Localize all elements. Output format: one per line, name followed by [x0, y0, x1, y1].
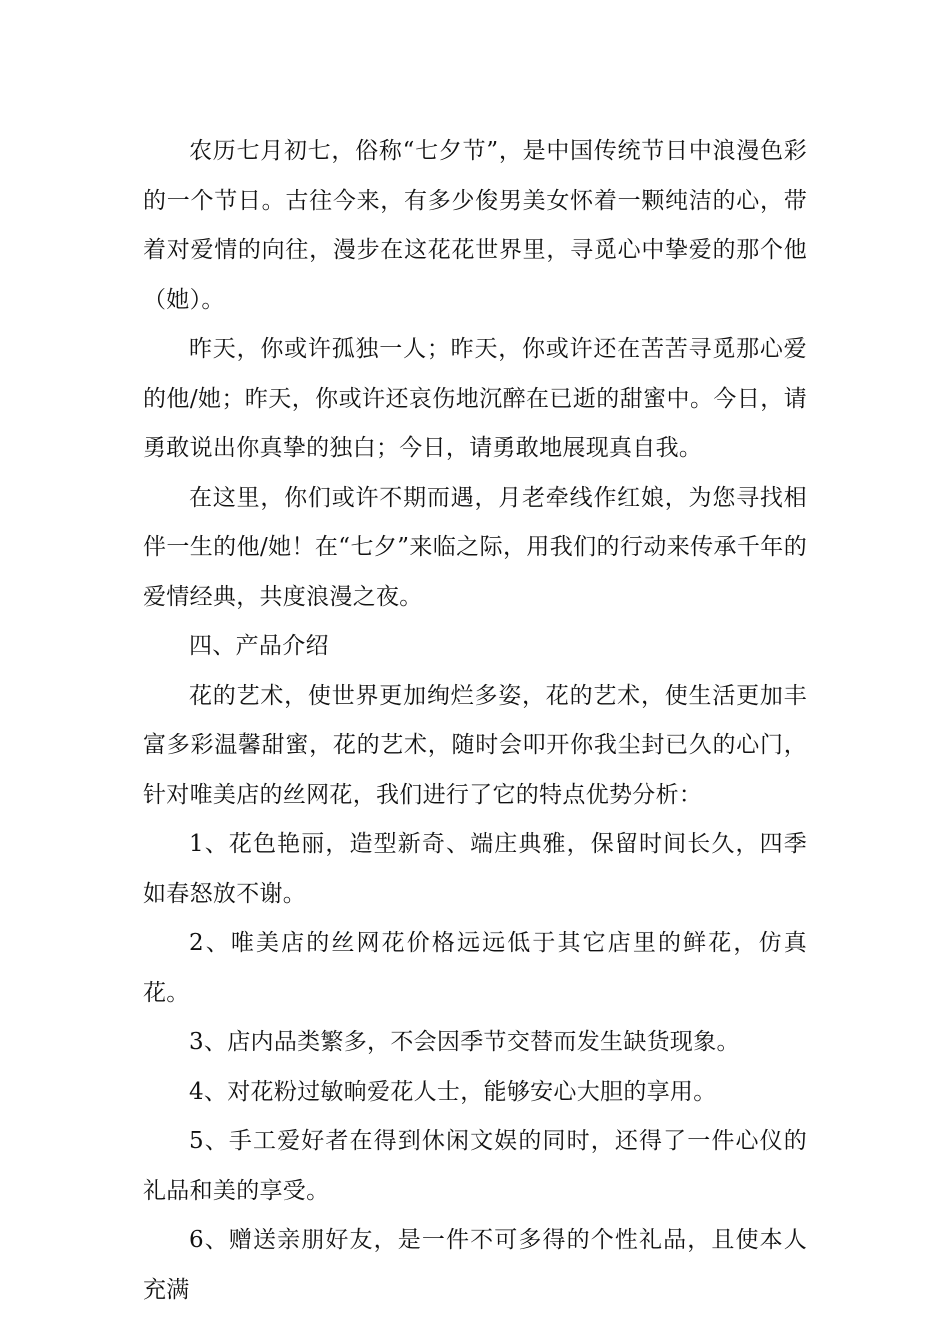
list-item-5: 5、手工爱好者在得到休闲文娱的同时，还得了一件心仪的礼品和美的享受。 [143, 1128, 807, 1204]
paragraph-here: 在这里，你们或许不期而遇，月老牵线作红娘，为您寻找相伴一生的他/她！在“七夕”来临之际，用我们的行动来传承千年的爱情经典，共度浪漫之夜。 [143, 484, 807, 610]
list-item-1: 1、花色艳丽，造型新奇、端庄典雅，保留时间长久，四季如春怒放不谢。 [143, 831, 807, 907]
section-heading-product-intro: 四、产品介绍 [189, 633, 329, 659]
list-item-6: 6、赠送亲朋好友，是一件不可多得的个性礼品，且使本人充满 [143, 1227, 807, 1303]
paragraph-yesterday: 昨天，你或许孤独一人；昨天，你或许还在苦苦寻觅那心爱的他/她；昨天，你或许还哀伤地沉醉在已逝的甜蜜中。今日，请勇敢说出你真挚的独白；今日，请勇敢地展现真自我。 [143, 336, 807, 461]
list-item-4: 4、对花粉过敏晌爱花人士，能够安心大胆的享用。 [189, 1078, 717, 1105]
document-body [143, 127, 807, 1315]
paragraph-qixi-intro: 农历七月初七，俗称“七夕节”，是中国传统节日中浪漫色彩的一个节日。古往今来，有多少俊男美女怀着一颗纯洁的心，带着对爱情的向往，漫步在这花花世界里，寻觅心中挚爱的那个他（她）。 [143, 138, 807, 313]
list-item-2: 2、唯美店的丝网花价格远远低于其它店里的鲜花，仿真花。 [143, 930, 807, 1006]
list-item-3: 3、店内品类繁多，不会因季节交替而发生缺货现象。 [189, 1029, 740, 1055]
paragraph-flower-art: 花的艺术，使世界更加绚烂多姿，花的艺术，使生活更加丰富多彩温馨甜蜜，花的艺术，随时会叩开你我尘封已久的心门，针对唯美店的丝网花，我们进行了它的特点优势分析： [143, 682, 807, 808]
